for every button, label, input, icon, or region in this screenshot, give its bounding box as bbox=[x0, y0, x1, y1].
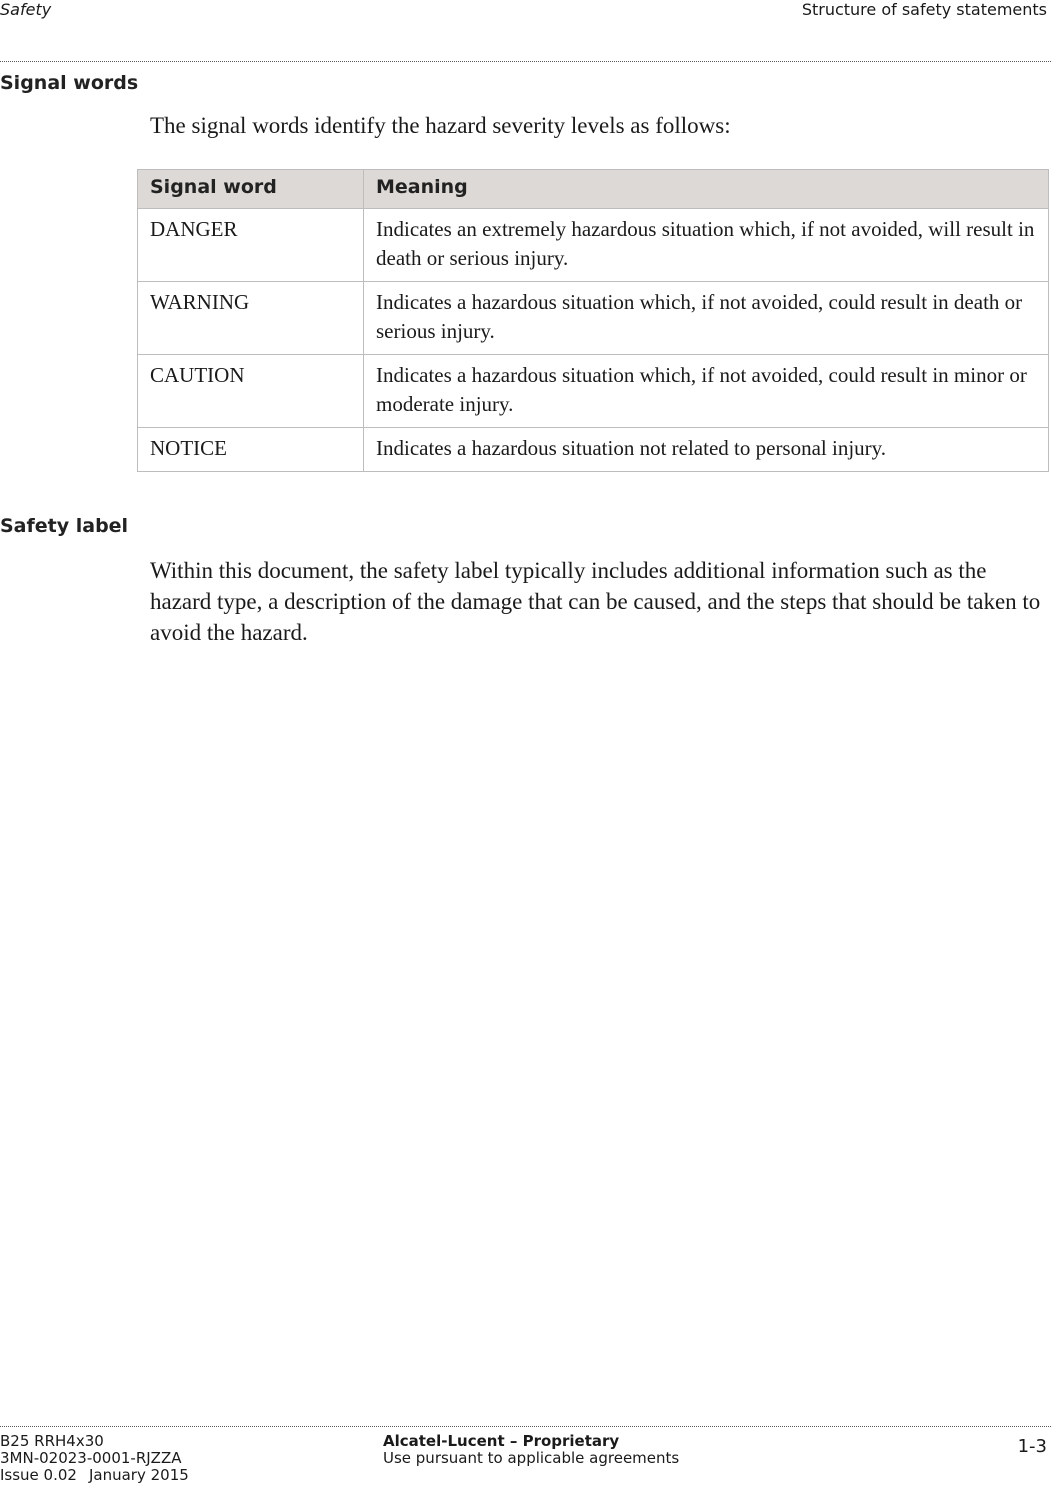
signal-word-cell: NOTICE bbox=[138, 428, 364, 472]
footer-date: January 2015 bbox=[88, 1466, 189, 1484]
meaning-cell: Indicates a hazardous situation which, if not avoided, could result in minor or moderate injury. bbox=[364, 355, 1049, 428]
table-header-row bbox=[138, 170, 1049, 209]
footer-usage: Use pursuant to applicable agreements bbox=[383, 1449, 680, 1467]
meaning-cell: Indicates a hazardous situation not related to personal injury. bbox=[364, 428, 1049, 472]
signal-words-heading: Signal words bbox=[0, 72, 139, 94]
column-header-signal-word: Signal word bbox=[138, 170, 364, 209]
signal-word-cell: CAUTION bbox=[138, 355, 364, 428]
safety-label-paragraph: Within this document, the safety label typically includes additional information such as the hazard type, a description of the damage that can be caused, and the steps that should be taken to avoid the hazard. bbox=[150, 558, 1041, 645]
footer-issue: Issue 0.02 bbox=[0, 1466, 77, 1484]
table-row bbox=[138, 282, 1049, 355]
header-divider bbox=[0, 61, 1051, 62]
footer-doc-number: 3MN-02023-0001-RJZZA bbox=[0, 1449, 182, 1467]
signal-words-table bbox=[137, 169, 1049, 472]
meaning-cell: Indicates a hazardous situation which, if not avoided, could result in death or serious injury. bbox=[364, 282, 1049, 355]
safety-label-heading: Safety label bbox=[0, 515, 129, 537]
header-section: Structure of safety statements bbox=[801, 0, 1047, 19]
footer-proprietary-notice bbox=[383, 1433, 679, 1467]
meaning-cell: Indicates an extremely hazardous situation which, if not avoided, will result in death or serious injury. bbox=[364, 209, 1049, 282]
signal-word-cell: DANGER bbox=[138, 209, 364, 282]
footer-document-info bbox=[0, 1433, 189, 1484]
signal-words-intro: The signal words identify the hazard severity levels as follows: bbox=[150, 113, 731, 138]
page-header bbox=[0, 0, 1051, 22]
column-header-meaning: Meaning bbox=[364, 170, 1049, 209]
footer-issue-line bbox=[0, 1467, 189, 1484]
table-row bbox=[138, 209, 1049, 282]
table-row bbox=[138, 428, 1049, 472]
header-chapter: Safety bbox=[0, 0, 52, 19]
page-number: 1-3 bbox=[1017, 1436, 1047, 1457]
footer-divider bbox=[0, 1426, 1051, 1427]
footer-product: B25 RRH4x30 bbox=[0, 1432, 104, 1450]
footer-company: Alcatel-Lucent – Proprietary bbox=[383, 1432, 620, 1450]
signal-word-cell: WARNING bbox=[138, 282, 364, 355]
table-row bbox=[138, 355, 1049, 428]
